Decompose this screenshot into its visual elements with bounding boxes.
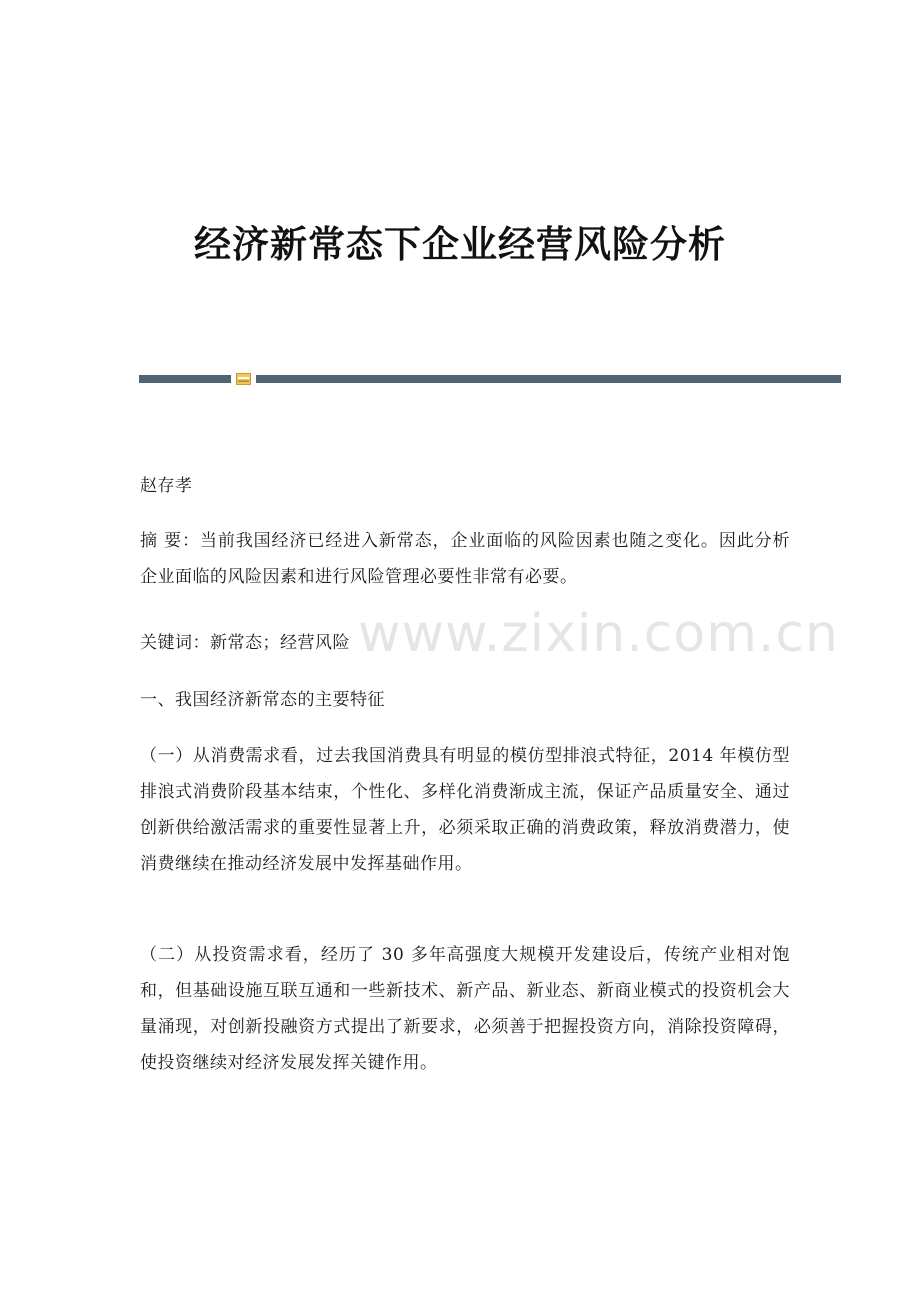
watermark: www.zixin.com.cn	[358, 604, 839, 664]
document-title: 经济新常态下企业经营风险分析	[194, 222, 726, 266]
author-name: 赵存孝	[140, 476, 193, 496]
paragraph-1: （一）从消费需求看，过去我国消费具有明显的模仿型排浪式特征，2014 年模仿型排浪式消费阶段基本结束，个性化、多样化消费渐成主流，保证产品质量安全、通过创新供给激活需求的重要性显著上升，必须采取正确的消费政策，释放消费潜力，使消费继续在推动经济发展中发挥基础作用。	[140, 746, 790, 874]
title-rule-right	[256, 375, 841, 383]
title-rule-left	[139, 375, 231, 383]
abstract: 摘 要：当前我国经济已经进入新常态，企业面临的风险因素也随之变化。因此分析企业面临的风险因素和进行风险管理必要性非常有必要。	[140, 531, 790, 587]
section-heading: 一、我国经济新常态的主要特征	[140, 690, 385, 710]
document-mark-icon	[236, 373, 251, 385]
keywords: 关键词：新常态；经营风险	[140, 633, 350, 653]
paragraph-2: （二）从投资需求看，经历了 30 多年高强度大规模开发建设后，传统产业相对饱和，但基础设施互联互通和一些新技术、新产品、新业态、新商业模式的投资机会大量涌现，对创新投融资方式提出了新要求，必须善于把握投资方向，消除投资障碍，使投资继续对经济发展发挥关键作用。	[140, 945, 790, 1073]
